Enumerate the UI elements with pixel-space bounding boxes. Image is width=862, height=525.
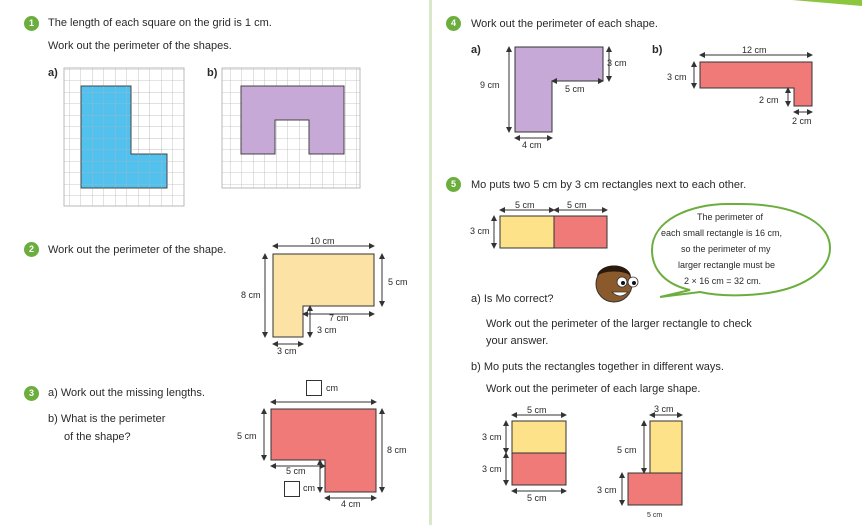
q2-text: Work out the perimeter of the shape. — [48, 244, 227, 256]
bubble-line-1: The perimeter of — [697, 212, 764, 222]
q1-line2: Work out the perimeter of the shapes. — [48, 40, 232, 52]
q5-h-label: 3 cm — [470, 226, 490, 236]
q1-line1: The length of each square on the grid is 1 cm. — [48, 17, 272, 29]
q4a-bottom-label: 4 cm — [522, 140, 542, 150]
q3-left-label: 5 cm — [237, 431, 257, 441]
q5-part-a-work-1: Work out the perimeter of the larger rectangle to check — [486, 318, 752, 330]
q4a-left-label: 9 cm — [480, 80, 500, 90]
q5-part-a-work-2: your answer. — [486, 335, 549, 347]
q2-inner-v-label: 3 cm — [317, 325, 337, 335]
q2-top-label: 10 cm — [310, 236, 335, 246]
q5b-s2-bottom-label: 5 cm — [647, 512, 663, 519]
q5b-s2-left-label: 3 cm — [597, 485, 617, 495]
bubble-line-5: 2 × 16 cm = 32 cm. — [684, 276, 762, 286]
q3-part-a: a) Work out the missing lengths. — [48, 387, 205, 399]
bubble-line-2: each small rectangle is 16 cm, — [661, 228, 783, 238]
q5-part-b-work: Work out the perimeter of each large shape. — [486, 383, 701, 395]
q5b-s1-top-label: 5 cm — [527, 405, 547, 415]
q1a-grid — [64, 68, 184, 206]
answer-box-inner[interactable] — [284, 481, 300, 497]
question-5-badge: 5 — [446, 177, 461, 192]
question-1-badge: 1 — [24, 16, 39, 31]
q5-part-a: a) Is Mo correct? — [471, 293, 554, 305]
question-3-badge: 3 — [24, 386, 39, 401]
q1b-label: b) — [207, 67, 218, 79]
q4a-inner-label: 5 cm — [565, 84, 585, 94]
q3-cm-inner: cm — [303, 483, 315, 493]
q1b-grid — [222, 68, 360, 188]
q4a-top-label: 3 cm — [607, 58, 627, 68]
question-4-badge: 4 — [446, 16, 461, 31]
q3-bottom-label: 4 cm — [341, 499, 361, 509]
q4b-top-label: 12 cm — [742, 45, 767, 55]
mo-character — [596, 266, 638, 303]
q4-text: Work out the perimeter of each shape. — [471, 18, 658, 30]
q3-cm-top: cm — [326, 383, 338, 393]
q5-part-b: b) Mo puts the rectangles together in different ways. — [471, 361, 724, 373]
q5b-shape-2 — [622, 415, 682, 505]
q4b-left-label: 3 cm — [667, 72, 687, 82]
q3-inner-label: 5 cm — [286, 466, 306, 476]
q2-right-label: 5 cm — [388, 277, 408, 287]
q4b-inner-v-label: 2 cm — [759, 95, 779, 105]
q5-w1-label: 5 cm — [515, 200, 535, 210]
q3-right-label: 8 cm — [387, 445, 407, 455]
answer-box-top[interactable] — [306, 380, 322, 396]
q5-rectangles — [494, 210, 607, 248]
q3-part-b-line2: of the shape? — [64, 431, 131, 443]
q5b-s2-right-label: 5 cm — [617, 445, 637, 455]
q4b-inner-h-label: 2 cm — [792, 116, 812, 126]
bubble-line-3: so the perimeter of my — [681, 244, 771, 254]
q5-text: Mo puts two 5 cm by 3 cm rectangles next to each other. — [471, 179, 747, 191]
q2-bottom-label: 3 cm — [277, 346, 297, 356]
q5-w2-label: 5 cm — [567, 200, 587, 210]
q5b-s1-h2-label: 3 cm — [482, 464, 502, 474]
q3-shape — [264, 402, 382, 498]
question-2-badge: 2 — [24, 242, 39, 257]
bubble-line-4: larger rectangle must be — [678, 260, 776, 270]
q3-part-b-line1: b) What is the perimeter — [48, 413, 166, 425]
q4b-label: b) — [652, 44, 663, 56]
q5b-s2-top-label: 3 cm — [654, 404, 674, 414]
q5b-s1-h1-label: 3 cm — [482, 432, 502, 442]
q4b-shape — [694, 55, 812, 112]
q5b-shape-1 — [506, 415, 566, 491]
q4a-shape — [509, 47, 609, 138]
q5b-s1-bottom-label: 5 cm — [527, 493, 547, 503]
q1a-label: a) — [48, 67, 58, 79]
q4a-label: a) — [471, 44, 481, 56]
q2-left-label: 8 cm — [241, 290, 261, 300]
q2-inner-h-label: 7 cm — [329, 313, 349, 323]
